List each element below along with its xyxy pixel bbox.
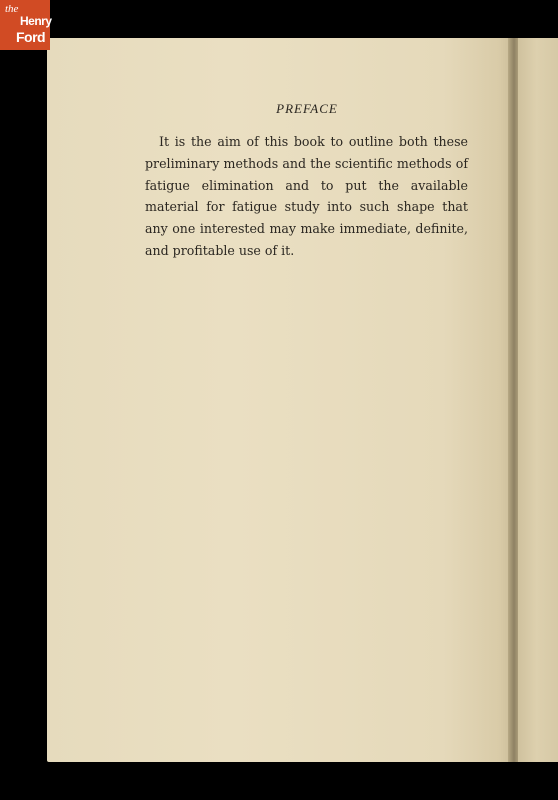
facing-page-edge — [515, 38, 558, 762]
page-heading: PREFACE — [276, 101, 338, 116]
henry-ford-logo — [0, 0, 50, 50]
preface-paragraph: It is the aim of this book to outline both these preliminary methods and the scientific methods of fatigue elimination and to put the available material for fatigue study into such shape that any one interested may make immediate, definite, and profitable use of it. — [145, 134, 468, 258]
logo-text-henry: Henry — [20, 14, 52, 28]
logo-text-the: the — [5, 3, 19, 15]
book-gutter — [508, 38, 518, 762]
logo-text-ford: Ford — [16, 29, 46, 45]
